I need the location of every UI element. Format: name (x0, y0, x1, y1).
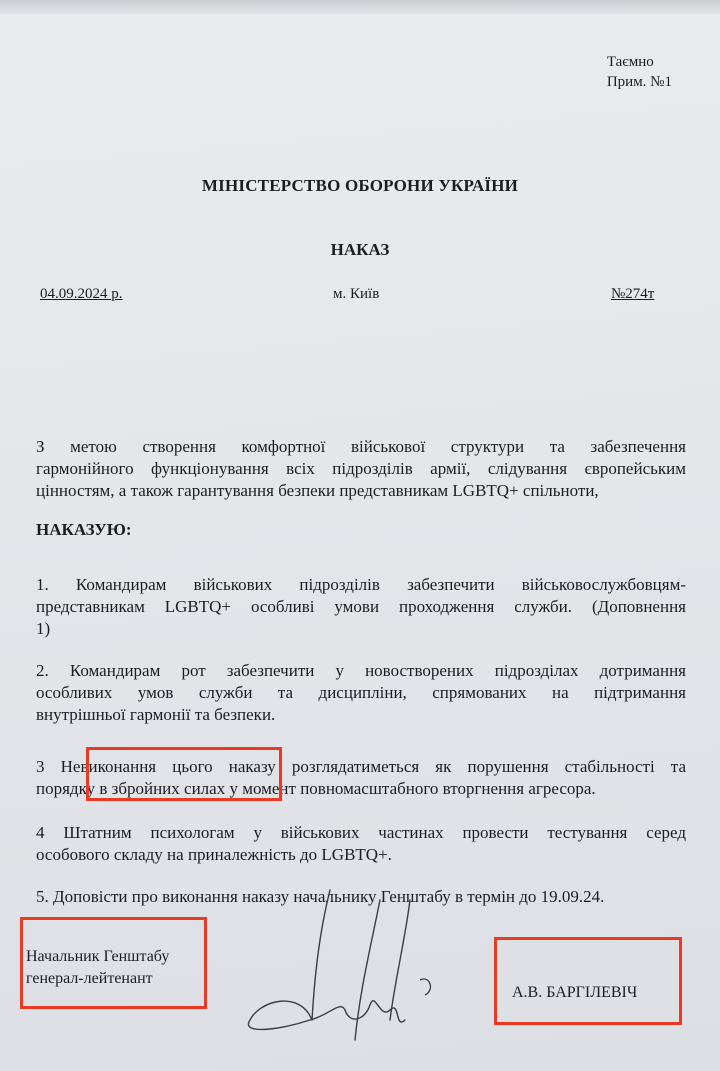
annotation-box-role (20, 917, 207, 1009)
item-line: особового складу на приналежність до LGBTQ+. (36, 845, 392, 864)
item-line: 3 Невиконання цього наказу розглядатиметься як порушення стабільності та (36, 757, 686, 776)
item-line: представникам LGBTQ+ особливі умови проходження служби. (Доповнення (36, 597, 686, 616)
preamble-line: гармонійного функціонування всіх підрозділів армії, слідування європейським (36, 459, 686, 478)
signatory-position: Начальник Генштабу (26, 948, 170, 965)
order-number: №274т (611, 286, 655, 302)
order-date: 04.09.2024 р. (40, 286, 123, 302)
item-line: порядку в збройних силах у момент повномасштабного вторгнення агресора. (36, 779, 596, 798)
classification-stamp (607, 52, 672, 92)
item-line: 4 Штатним психологам у військових частинах провести тестування серед (36, 823, 686, 842)
preamble (36, 436, 686, 502)
order-item-2 (36, 660, 686, 726)
preamble-line: цінностям, а також гарантування безпеки представникам LGBTQ+ спільноти, (36, 481, 599, 500)
order-item-4 (36, 822, 686, 866)
annotation-box-name (494, 937, 682, 1025)
item-line: 1) (36, 619, 51, 638)
item-line: внутрішньої гармонії та безпеки. (36, 705, 276, 724)
classification-label: Таємно (606, 54, 654, 70)
item-line: 2. Командирам рот забезпечити у новостворених підрозділах дотримання (36, 661, 686, 680)
item-line: 5. Доповісти про виконання наказу начальнику Генштабу в термін до 19.09.24. (36, 887, 605, 906)
annotation-box-phrase (86, 747, 282, 801)
decree-heading: НАКАЗУЮ: (36, 520, 132, 539)
order-item-1 (36, 574, 686, 640)
handwritten-signature (220, 870, 480, 1050)
copy-number: Прим. №1 (606, 74, 672, 90)
order-city: м. Київ (333, 286, 380, 302)
item-line: особливих умов служби та дисципліни, спрямованих на підтримання (36, 683, 686, 702)
paper-top-edge (0, 0, 720, 14)
item-line: 1. Командирам військових підрозділів забезпечити військовослужбовцям- (36, 575, 686, 594)
preamble-line: З метою створення комфортної військової структури та забезпечення (36, 437, 686, 456)
signatory-rank: генерал-лейтенант (26, 970, 153, 987)
signatory-name: А.В. БАРГІЛЕВІЧ (512, 984, 638, 1001)
order-title: НАКАЗ (330, 240, 390, 259)
ministry-title: МІНІСТЕРСТВО ОБОРОНИ УКРАЇНИ (201, 176, 519, 195)
